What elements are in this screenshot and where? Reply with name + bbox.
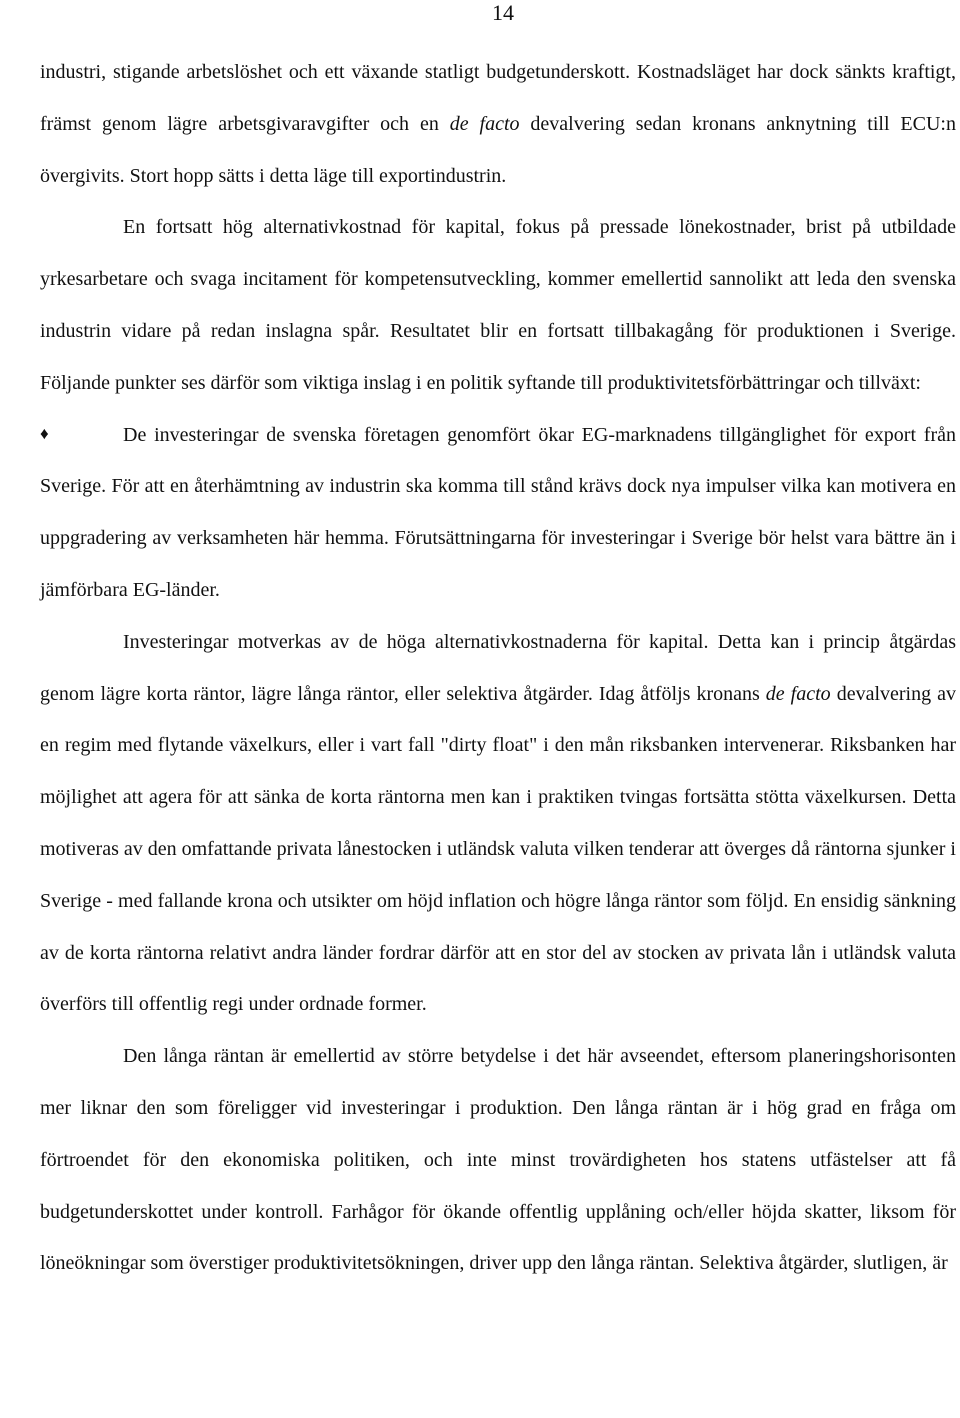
italic-de-facto-2: de facto	[765, 682, 831, 705]
paragraph-1-text-a: industri, stigande arbetslöshet och ett växande statligt budgetunderskott. Kostnadsläget har dock sänkts kraftigt, främst genom lägre arbetsgivaravgifter och en	[40, 61, 956, 135]
paragraph-2: En fortsatt hög alternativkostnad för kapital, fokus på pressade lönekostnader, brist på utbildade yrkesarbetare och svaga incitament för kompetensutveckling, kommer emellertid sannolikt att leda den svenska industrin vidare på redan inslagna spår. Resultatet blir en fortsatt tillbakagång för produktionen i Sverige. Följande punkter ses därför som viktiga inslag i en politik syftande till produktivitetsförbättringar och tillväxt:	[40, 216, 956, 394]
diamond-bullet-icon: ♦	[40, 423, 49, 443]
paragraph-4-text-a: Investeringar motverkas av de höga alternativkostnaderna för kapital. Detta kan i princip åtgärdas genom lägre korta räntor, lägre långa räntor, eller selektiva åtgärder. Idag åtföljs kronans	[40, 630, 956, 705]
bullet-item-text: De investeringar de svenska företagen genomfört ökar EG-marknadens tillgänglighet för export från Sverige. För att en återhämtning av industrin ska komma till stånd krävs dock nya impulser vilka kan motivera en uppgradering av verksamheten här hemma. Förutsättningarna för investeringar i Sverige bör helst vara bättre än i jämförbara EG-länder.	[40, 423, 956, 601]
italic-de-facto: de facto	[449, 112, 520, 135]
paragraph-4	[40, 617, 956, 1031]
bullet-item	[40, 410, 956, 617]
page-number: 14	[492, 0, 514, 25]
document-body	[40, 47, 956, 1290]
paragraph-1	[40, 47, 956, 202]
paragraph-1-text-b: devalvering sedan kronans anknytning till ECU:n övergivits. Stort hopp sätts i detta läge till exportindustrin.	[40, 112, 956, 187]
paragraph-5: Den långa räntan är emellertid av större betydelse i det här avseendet, eftersom planeringshorisonten mer liknar den som föreligger vid investeringar i produktion. Den långa räntan är i hög grad en fråga om förtroendet för den ekonomiska politiken, och inte minst trovärdigheten hos statens utfästelser att få budgetunderskottet under kontroll. Farhågor för ökande offentlig upplåning och/eller höjda skatter, liksom för löneökningar som överstiger produktivitetsökningen, driver upp den långa räntan. Selektiva åtgärder, slutligen, är	[40, 1045, 956, 1275]
paragraph-4-text-b: devalvering av en regim med flytande växelkurs, eller i vart fall "dirty float" i den mån riksbanken intervenerar. Riksbanken har möjlighet att agera för att sänka de korta räntorna men kan i praktiken tvingas fortsätta stötta växelkursen. Detta motiveras av den omfattande privata lånestocken i utländsk valuta vilken tenderar att överges då räntorna sjunker i Sverige - med fallande krona och utsikter om höjd inflation och högre långa räntor som följd. En ensidig sänkning av de korta räntorna relativt andra länder fordrar därför att en stor del av stocken av privata lån i utländsk valuta överförs till offentlig regi under ordnade former.	[40, 682, 956, 1016]
